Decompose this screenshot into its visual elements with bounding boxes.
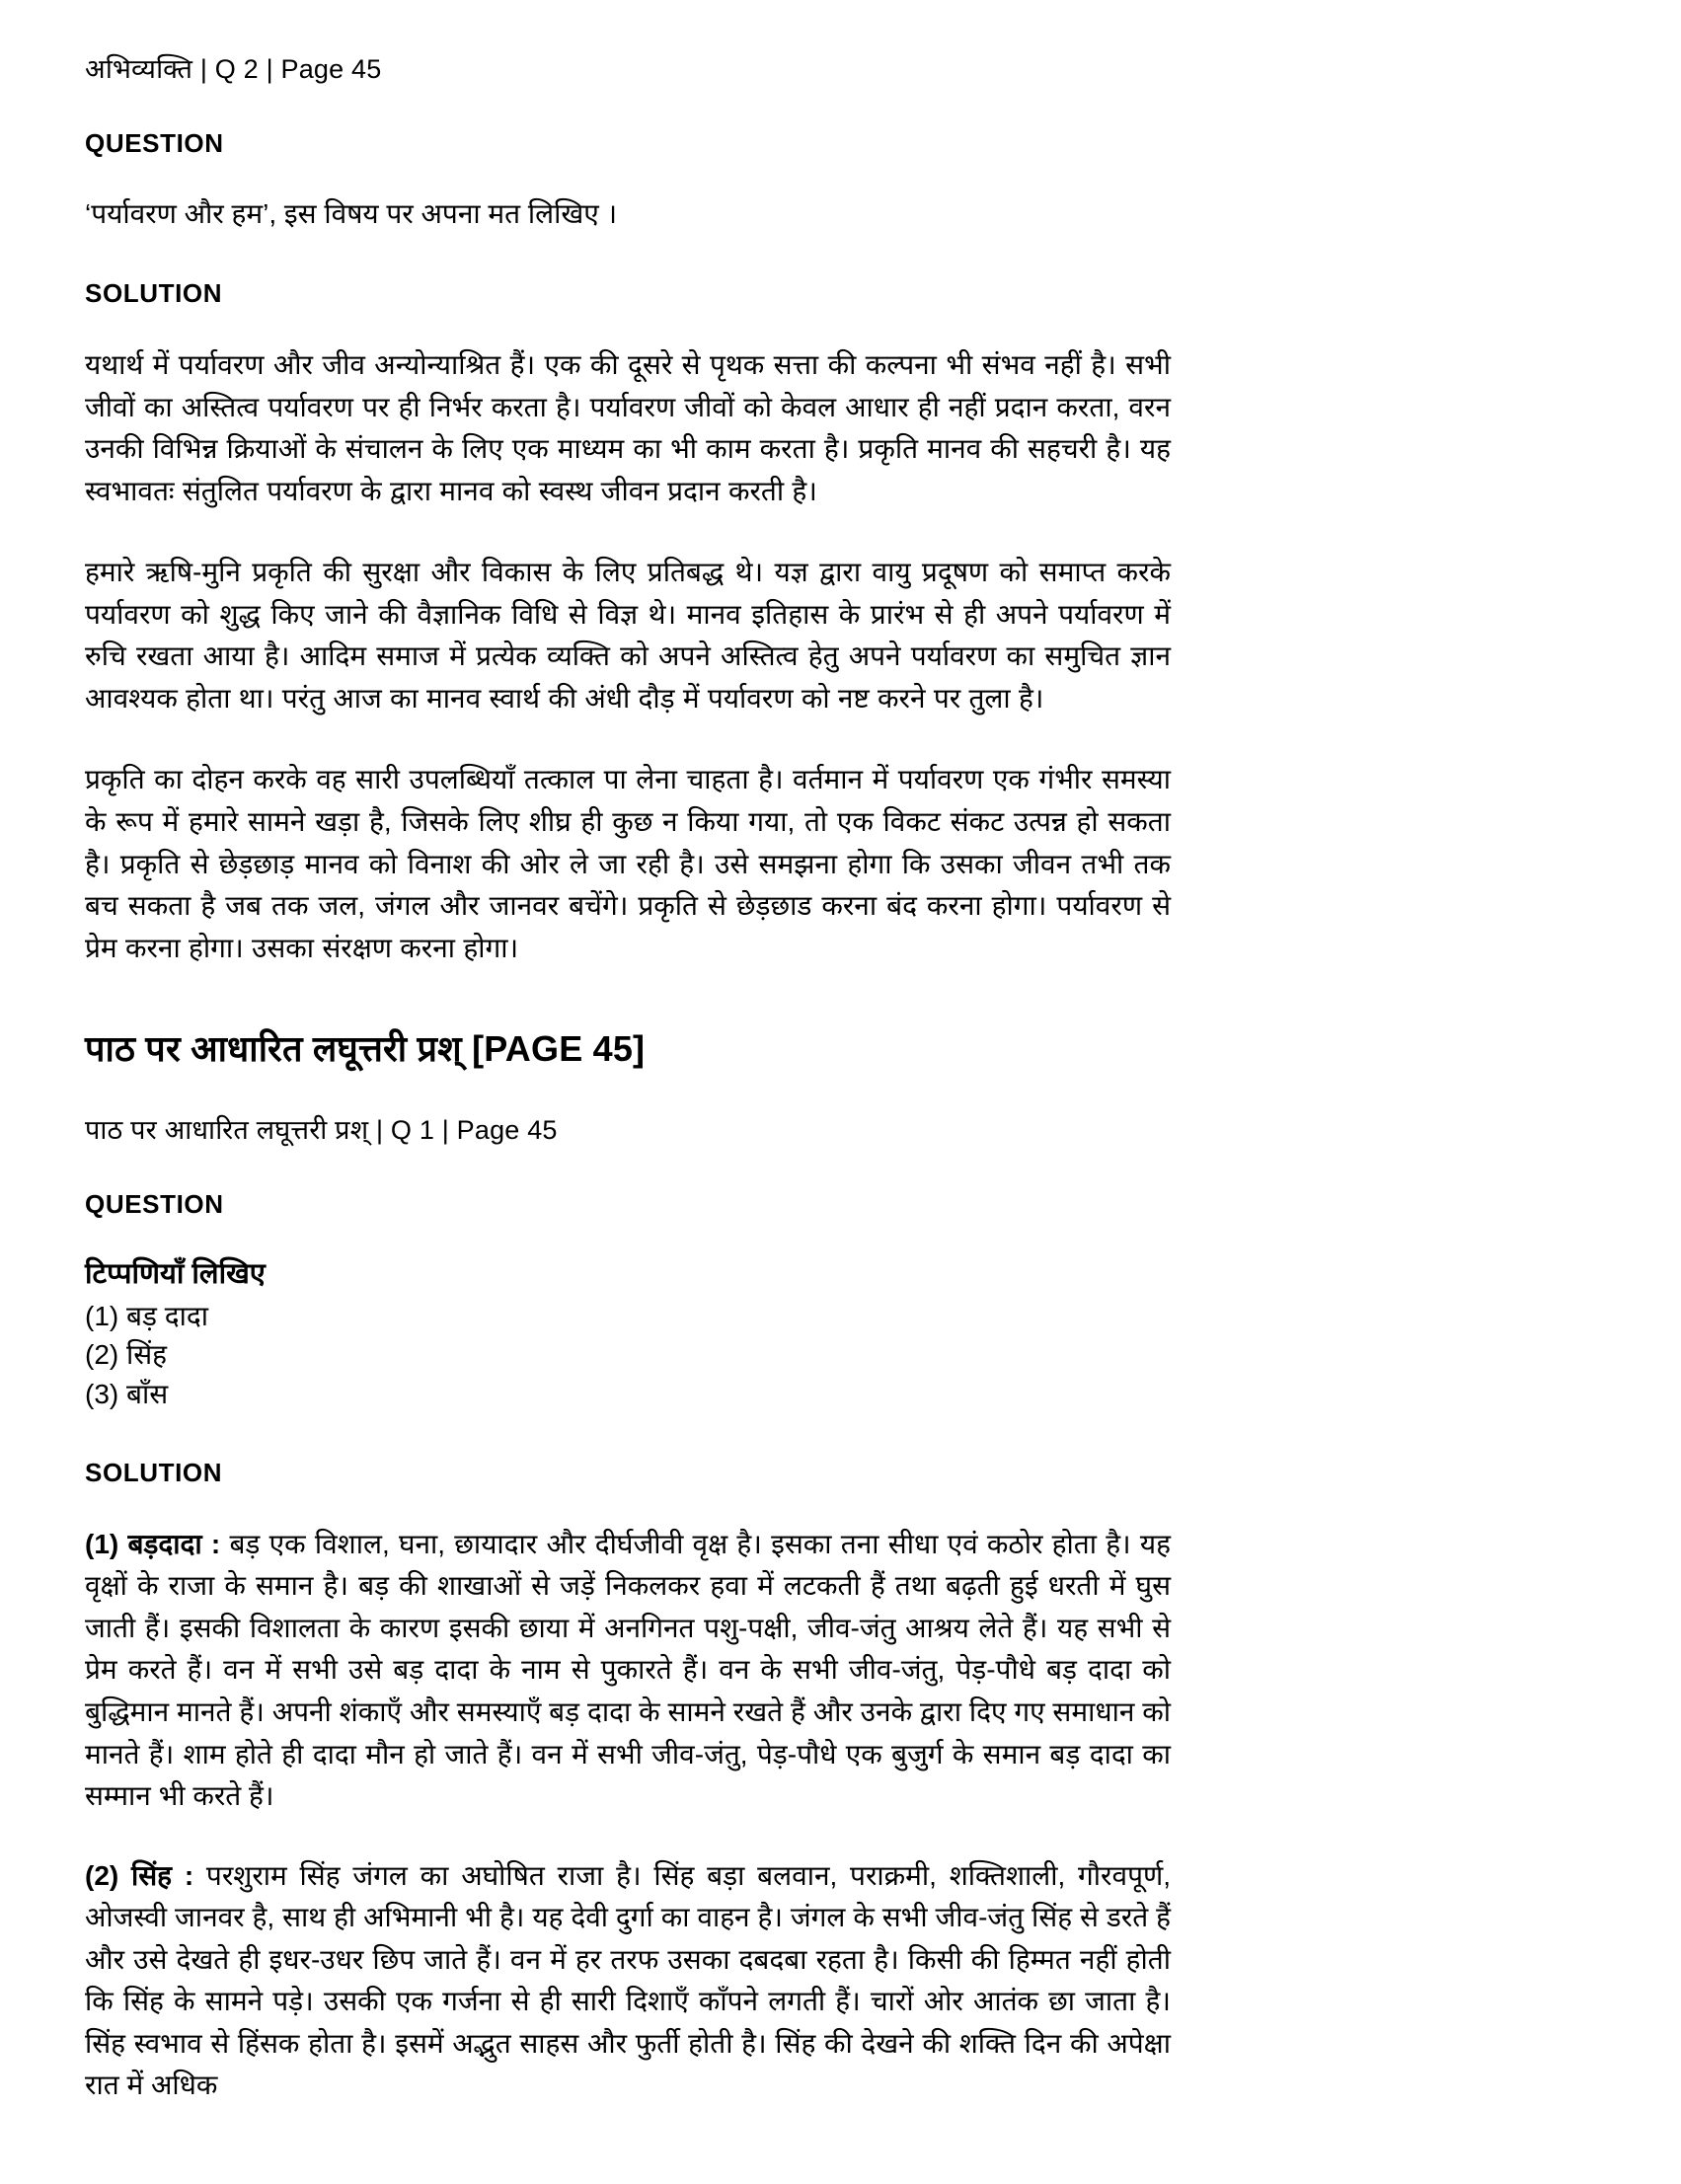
solution-paragraph-1: यथार्थ में पर्यावरण और जीव अन्योन्याश्रित हैं। एक की दूसरे से पृथक सत्ता की कल्पना भी संभव नहीं है। सभी जीवों का अस्तित्व पर्यावरण पर ही निर्भर करता है। पर्यावरण जीवों को केवल आधार ही नहीं प्रदान करता, वरन उनकी विभिन्न क्रियाओं के संचालन के लिए एक माध्यम का भी काम करता है। प्रकृति मानव की सहचरी है। यह स्वभावतः संतुलित पर्यावरण के द्वारा मानव को स्वस्थ जीवन प्रदान करती है। bbox=[85, 349, 1171, 506]
answer-paragraph-bad-dada bbox=[85, 1524, 1171, 1818]
question-label-2: QUESTION bbox=[85, 1189, 224, 1220]
section-heading-laghuttari: पाठ पर आधारित लघूत्तरी प्रश् [PAGE 45] bbox=[85, 1028, 646, 1070]
question-items-list bbox=[85, 1297, 1171, 1414]
solution-label-2: SOLUTION bbox=[85, 1457, 223, 1487]
answer-lead-singh: (2) सिंह : bbox=[85, 1859, 194, 1891]
list-item: (3) बाँस bbox=[85, 1379, 169, 1410]
page-content bbox=[85, 51, 1171, 2107]
question-prompt-tippaniyan: टिप्पणियाँ लिखिए bbox=[85, 1258, 266, 1291]
answer-lead-bad-dada: (1) बड़दादा : bbox=[85, 1528, 221, 1559]
answer-body-bad-dada: बड़ एक विशाल, घना, छायादार और दीर्घजीवी वृक्ष है। इसका तना सीधा एवं कठोर होता है। यह वृक्षों के राजा के समान है। बड़ की शाखाओं से जड़ें निकलकर हवा में लटकती हैं तथा बढ़ती हुई धरती में घुस जाती हैं। इसकी विशालता के कारण इसकी छाया में अनगिनत पशु-पक्षी, जीव-जंतु आश्रय लेते हैं। यह सभी से प्रेम करते हैं। वन में सभी उसे बड़ दादा के नाम से पुकारते हैं। वन के सभी जीव-जंतु, पेड़-पौधे बड़ दादा को बुद्धिमान मानते हैं। अपनी शंकाएँ और समस्याएँ बड़ दादा के सामने रखते हैं और उनके द्वारा दिए गए समाधान को मानते हैं। शाम होते ही दादा मौन हो जाते हैं। वन में सभी जीव-जंतु, पेड़-पौधे एक बुजुर्ग के समान बड़ दादा का सम्मान भी करते हैं। bbox=[85, 1528, 1172, 1812]
list-item: (1) बड़ दादा bbox=[85, 1300, 208, 1331]
question-label-1: QUESTION bbox=[85, 128, 224, 159]
list-item: (2) सिंह bbox=[85, 1339, 168, 1371]
breadcrumb-reference-laghuttari: पाठ पर आधारित लघूत्तरी प्रश् | Q 1 | Page 45 bbox=[85, 1114, 558, 1145]
breadcrumb-reference-abhivyakti: अभिव्यक्ति | Q 2 | Page 45 bbox=[85, 54, 382, 84]
answer-body-singh: परशुराम सिंह जंगल का अघोषित राजा है। सिंह बड़ा बलवान, पराक्रमी, शक्तिशाली, गौरवपूर्ण, ओजस्वी जानवर है, साथ ही अभिमानी भी है। यह देवी दुर्गा का वाहन है। जंगल के सभी जीव-जंतु सिंह से डरते हैं और उसे देखते ही इधर-उधर छिप जाते हैं। वन में हर तरफ उसका दबदबा रहता है। किसी की हिम्मत नहीं होती कि सिंह के सामने पड़े। उसकी एक गर्जना से ही सारी दिशाएँ काँपने लगती हैं। चारों ओर आतंक छा जाता है। सिंह स्वभाव से हिंसक होता है। इसमें अद्भुत साहस और फुर्ती होती है। सिंह की देखने की शक्ति दिन की अपेक्षा रात में अधिक bbox=[85, 1859, 1172, 2101]
solution-label-1: SOLUTION bbox=[85, 278, 223, 309]
question-text-1: ‘पर्यावरण और हम’, इस विषय पर अपना मत लिखिए । bbox=[85, 198, 618, 230]
answer-paragraph-singh bbox=[85, 1855, 1171, 2107]
solution-paragraph-2: हमारे ऋषि-मुनि प्रकृति की सुरक्षा और विकास के लिए प्रतिबद्ध थे। यज्ञ द्वारा वायु प्रदूषण को समाप्त करके पर्यावरण को शुद्ध किए जाने की वैज्ञानिक विधि से विज्ञ थे। मानव इतिहास के प्रारंभ से ही अपने पर्यावरण में रुचि रखता आया है। आदिम समाज में प्रत्येक व्यक्ति को अपने अस्तित्व हेतु अपने पर्यावरण का समुचित ज्ञान आवश्यक होता था। परंतु आज का मानव स्वार्थ की अंधी दौड़ में पर्यावरण को नष्ट करने पर तुला है। bbox=[85, 557, 1171, 714]
solution-paragraph-3: प्रकृति का दोहन करके वह सारी उपलब्धियाँ तत्काल पा लेना चाहता है। वर्तमान में पर्यावरण एक गंभीर समस्या के रूप में हमारे सामने खड़ा है, जिसके लिए शीघ्र ही कुछ न किया गया, तो एक विकट संकट उत्पन्न हो सकता है। प्रकृति से छेड़छाड़ मानव को विनाश की ओर ले जा रही है। उसे समझना होगा कि उसका जीवन तभी तक बच सकता है जब तक जल, जंगल और जानवर बचेंगे। प्रकृति से छेड़छाड करना बंद करना होगा। पर्यावरण से प्रेम करना होगा। उसका संरक्षण करना होगा। bbox=[85, 764, 1171, 963]
